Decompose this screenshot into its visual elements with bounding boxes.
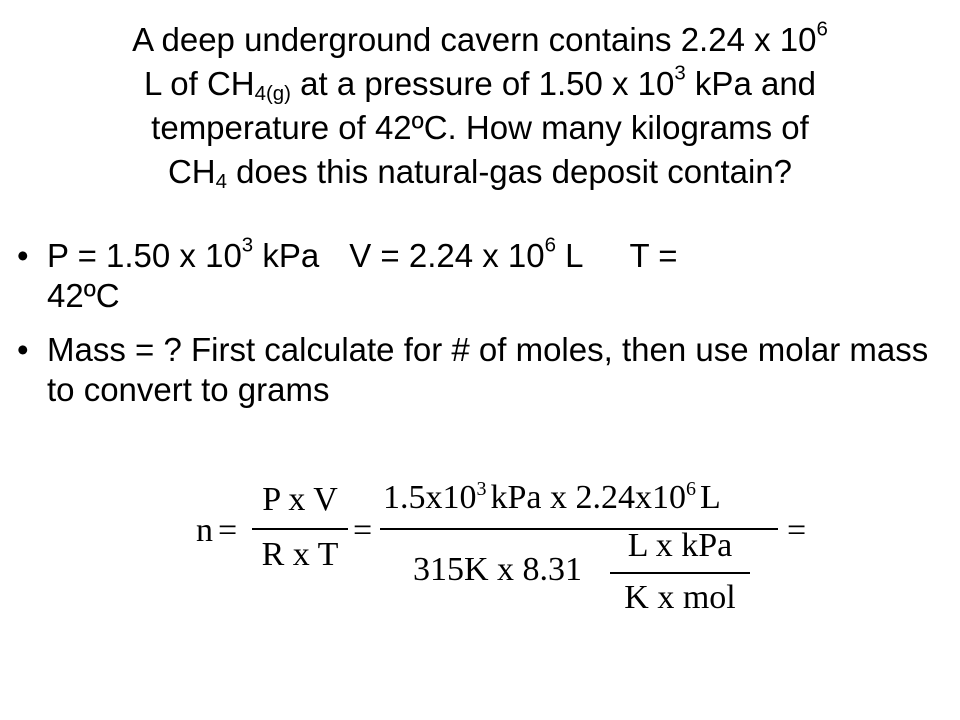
fraction1-numerator: P x V	[262, 481, 338, 518]
title-text: CH	[167, 153, 216, 190]
superscript: 3	[674, 61, 686, 85]
subscript: 4(g)	[254, 82, 291, 106]
equals-sign: =	[787, 512, 807, 549]
fraction2-numerator: $1.5x10^3$ kPa x $2.24x10^6$ L	[383, 478, 721, 516]
title-text: A deep underground cavern contains 2.24 x 10	[132, 21, 817, 58]
title-line-3: temperature of 42ºC. How many kilograms of	[151, 109, 809, 146]
temperature-text: T =	[629, 237, 678, 274]
equation-n: n	[196, 512, 213, 549]
title-text: at a pressure of 1.50 x 10	[290, 65, 675, 102]
unit-numerator: L x kPa	[627, 527, 733, 564]
unit-denominator: K x mol	[624, 579, 736, 616]
title-text: L of CH	[143, 65, 255, 102]
fraction1-denominator: R x T	[261, 536, 339, 573]
equals-sign: =	[218, 512, 238, 549]
pressure-text: P = 1.50 x 10	[47, 237, 242, 274]
volume-text: V = 2.24 x 10	[349, 237, 545, 274]
mass-instruction-text: Mass = ? First calculate for # of moles, then use molar mass to convert to grams	[47, 331, 929, 408]
bullet-icon: •	[17, 331, 29, 368]
title-text: does this natural-gas deposit contain?	[227, 153, 793, 190]
volume-unit: L	[555, 237, 584, 274]
title-text: kPa and	[685, 65, 817, 102]
pressure-unit: kPa	[253, 237, 320, 274]
superscript: 6	[544, 233, 556, 257]
subscript: 4	[215, 170, 227, 194]
bullet-icon: •	[17, 237, 29, 274]
fraction2-denominator: 315K x 8.31	[413, 551, 583, 588]
superscript: 6	[816, 17, 828, 41]
superscript: 3	[241, 233, 254, 257]
temperature-value: 42ºC	[47, 277, 120, 314]
equals-sign: =	[353, 512, 373, 549]
